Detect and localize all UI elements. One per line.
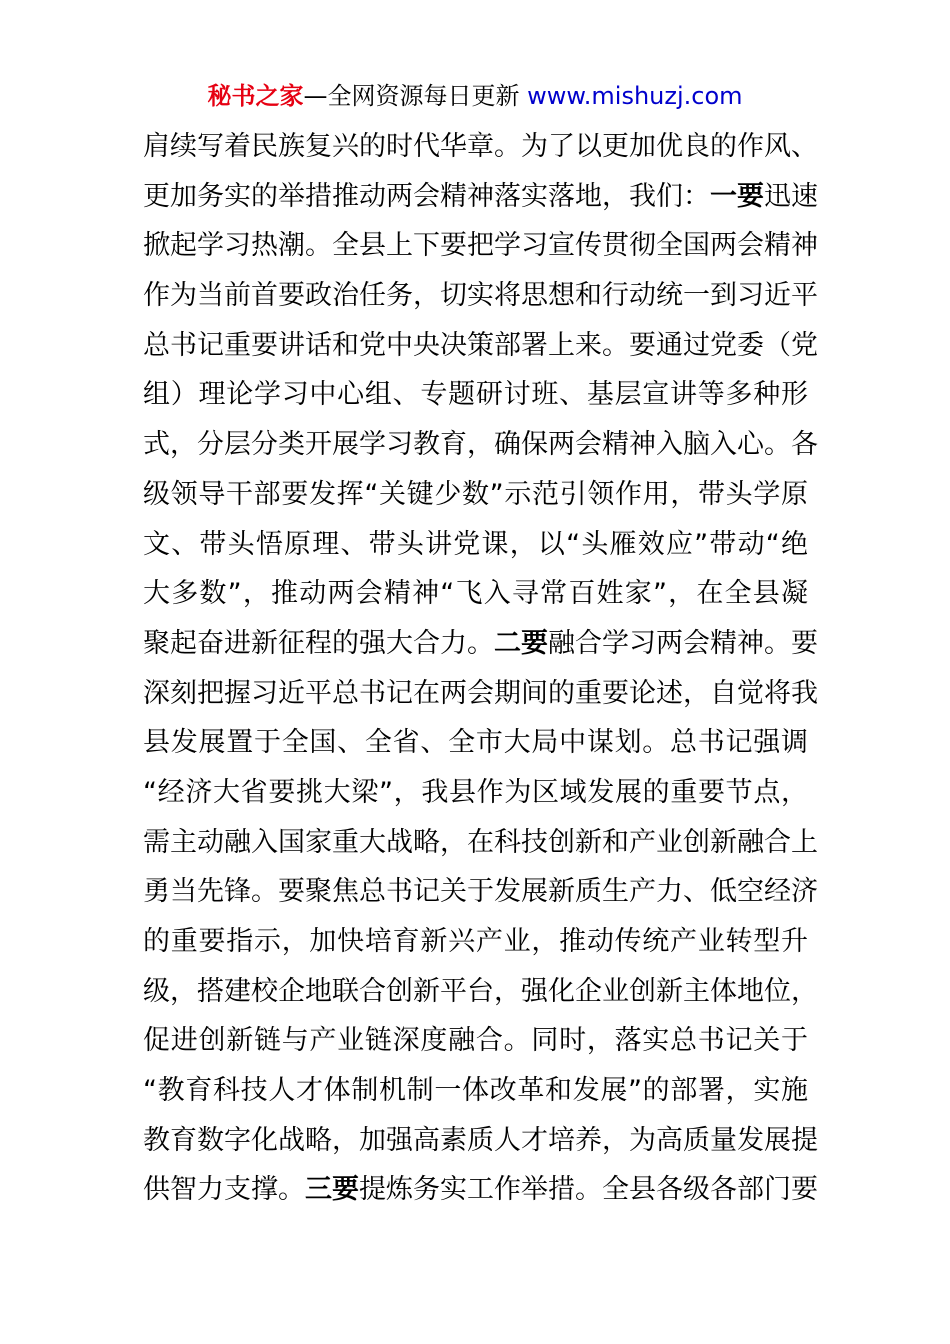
text-line xyxy=(143,967,818,1017)
body-text-segment: “经济大省要挑大梁”，我县作为区域发展的重要节点， xyxy=(143,776,808,808)
text-line xyxy=(143,172,818,222)
body-text-segment: 总书记重要讲话和党中央决策部署上来。要通过党委（党 xyxy=(143,329,818,361)
body-text xyxy=(143,122,818,1215)
text-line xyxy=(143,818,818,868)
text-line xyxy=(143,1165,818,1215)
body-text-segment: “教育科技人才体制机制一体改革和发展”的部署，实施 xyxy=(143,1075,808,1107)
body-text-segment: 级领导干部要发挥“关键少数”示范引领作用，带头学原 xyxy=(143,478,808,510)
body-text-segment: 深刻把握习近平总书记在两会期间的重要论述，自觉将我 xyxy=(143,677,818,709)
page-header xyxy=(0,80,950,112)
body-text-segment: 需主动融入国家重大战略，在科技创新和产业创新融合上 xyxy=(143,826,818,858)
body-text-segment: 式，分层分类开展学习教育，确保两会精神入脑入心。各 xyxy=(143,429,818,461)
body-text-segment: 迅速 xyxy=(764,180,818,212)
text-line xyxy=(143,221,818,271)
text-line xyxy=(143,321,818,371)
body-text-segment: 更加务实的举措推动两会精神落实落地，我们： xyxy=(143,180,710,212)
site-url[interactable]: www.mishuzj.com xyxy=(527,82,743,110)
body-text-segment: 组）理论学习中心组、专题研讨班、基层宣讲等多种形 xyxy=(143,379,808,411)
body-text-segment: 提炼务实工作举措。全县各级各部门要 xyxy=(359,1174,818,1206)
emphasis-text: 二要 xyxy=(494,627,548,659)
body-text-segment: 勇当先锋。要聚焦总书记关于发展新质生产力、低空经济 xyxy=(143,876,818,908)
text-line xyxy=(143,520,808,570)
text-line xyxy=(143,370,808,420)
body-text-segment: 促进创新链与产业链深度融合。同时，落实总书记关于 xyxy=(143,1025,808,1057)
body-text-segment: 肩续写着民族复兴的时代华章。为了以更加优良的作风、 xyxy=(143,131,818,162)
site-brand: 秘书之家 xyxy=(207,82,304,110)
body-text-segment: 县发展置于全国、全省、全市大局中谋划。总书记强调 xyxy=(143,727,808,759)
emphasis-text: 一要 xyxy=(710,180,764,212)
text-line xyxy=(143,1116,818,1166)
body-text-segment: 供智力支撑。 xyxy=(143,1174,305,1206)
text-line xyxy=(143,718,808,768)
text-line xyxy=(143,917,808,967)
text-line xyxy=(143,470,808,520)
text-line xyxy=(143,1066,808,1116)
text-line xyxy=(143,569,808,619)
body-text-segment: 大多数”，推动两会精神“飞入寻常百姓家”，在全县凝 xyxy=(143,578,808,610)
body-text-segment: 聚起奋进新征程的强大合力。 xyxy=(143,627,494,659)
site-tagline: —全网资源每日更新 xyxy=(303,82,520,110)
text-line xyxy=(143,271,818,321)
body-text-segment: 作为当前首要政治任务，切实将思想和行动统一到习近平 xyxy=(143,280,818,312)
emphasis-text: 三要 xyxy=(305,1174,359,1206)
body-text-segment: 级，搭建校企地联合创新平台，强化企业创新主体地位， xyxy=(143,975,818,1007)
body-text-segment: 的重要指示，加快培育新兴产业，推动传统产业转型升 xyxy=(143,926,808,957)
text-line xyxy=(143,1016,808,1066)
text-line xyxy=(143,420,818,470)
body-text-segment: 融合学习两会精神。要 xyxy=(548,627,818,659)
text-line xyxy=(143,867,818,917)
body-text-segment: 掀起学习热潮。全县上下要把学习宣传贯彻全国两会精神 xyxy=(143,230,818,262)
text-line xyxy=(143,669,818,719)
text-line xyxy=(143,122,818,172)
body-text-segment: 教育数字化战略，加强高素质人才培养，为高质量发展提 xyxy=(143,1124,818,1156)
body-text-segment: 文、带头悟原理、带头讲党课，以“头雁效应”带动“绝 xyxy=(143,528,808,560)
text-line xyxy=(143,768,808,818)
text-line xyxy=(143,619,818,669)
